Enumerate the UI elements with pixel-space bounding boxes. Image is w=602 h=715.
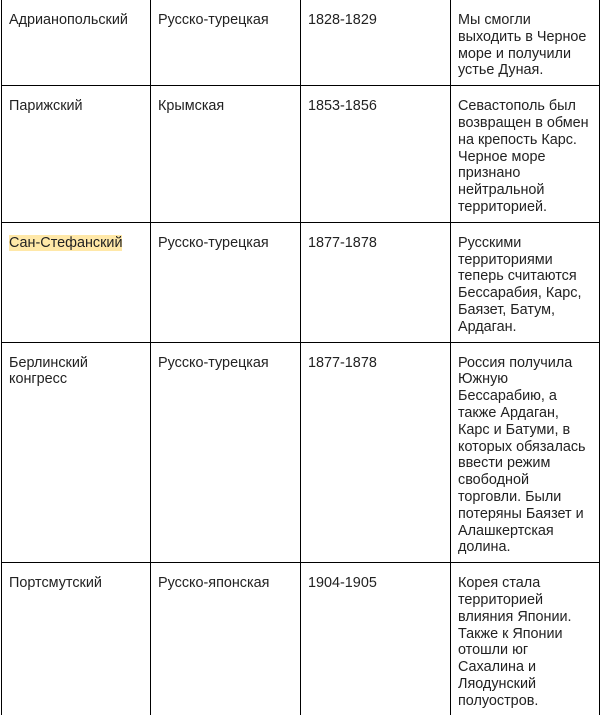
table-row bbox=[2, 222, 600, 342]
war-cell bbox=[151, 563, 301, 715]
war-years: 1877-1878 bbox=[308, 354, 377, 371]
war-years: 1904-1905 bbox=[308, 575, 377, 592]
war-years: 1828-1829 bbox=[308, 12, 377, 28]
treaty-name-cell bbox=[2, 342, 151, 563]
war-cell bbox=[151, 222, 301, 342]
treaty-name: Адрианопольский bbox=[9, 12, 128, 28]
treaty-result: Севастополь был возвращен в обмен на крепость Карс. Черное море признано нейтральной территорией. bbox=[458, 98, 589, 215]
treaty-result: Русскими территориями теперь считаются Бессарабия, Карс, Баязет, Батум, Ардаган. bbox=[458, 234, 582, 335]
war-name: Русско-турецкая bbox=[158, 12, 269, 28]
table-row bbox=[2, 86, 600, 223]
years-cell bbox=[301, 342, 451, 563]
treaties-table bbox=[1, 0, 600, 715]
treaty-result: Корея стала территорией влияния Японии. Также к Японии отошли юг Сахалина и Ляодунский полуостров. bbox=[458, 575, 572, 709]
table-row bbox=[2, 342, 600, 563]
war-cell bbox=[151, 86, 301, 223]
war-name: Русско-турецкая bbox=[158, 354, 269, 371]
result-cell bbox=[451, 222, 600, 342]
result-cell bbox=[451, 86, 600, 223]
war-name: Крымская bbox=[158, 98, 225, 115]
table-row bbox=[2, 0, 600, 86]
result-cell bbox=[451, 0, 600, 86]
years-cell bbox=[301, 222, 451, 342]
years-cell bbox=[301, 0, 451, 86]
war-years: 1853-1856 bbox=[308, 98, 377, 115]
treaty-name: Парижский bbox=[9, 98, 83, 115]
treaty-name: Портсмутский bbox=[9, 575, 102, 592]
treaty-result: Мы смогли выходить в Черное море и получили устье Дуная. bbox=[458, 12, 587, 79]
years-cell bbox=[301, 563, 451, 715]
result-cell bbox=[451, 563, 600, 715]
treaty-name-cell bbox=[2, 563, 151, 715]
treaty-result: Россия получила Южную Бессарабию, а также Ардаган, Карс и Батуми, в которых обязалась ввести режим свободной торговли. Были потеряны Баязет и Алашкертская долина. bbox=[458, 354, 586, 556]
war-name: Русско-японская bbox=[158, 575, 270, 592]
treaty-name: Берлинский конгресс bbox=[9, 354, 88, 388]
table-row bbox=[2, 563, 600, 715]
treaty-name-cell bbox=[2, 0, 151, 86]
war-cell bbox=[151, 0, 301, 86]
result-cell bbox=[451, 342, 600, 563]
treaty-name-cell bbox=[2, 86, 151, 223]
war-name: Русско-турецкая bbox=[158, 234, 269, 251]
war-cell bbox=[151, 342, 301, 563]
years-cell bbox=[301, 86, 451, 223]
war-years: 1877-1878 bbox=[308, 234, 377, 251]
treaty-name-highlighted: Сан-Стефанский bbox=[9, 234, 123, 251]
treaty-name-cell bbox=[2, 222, 151, 342]
